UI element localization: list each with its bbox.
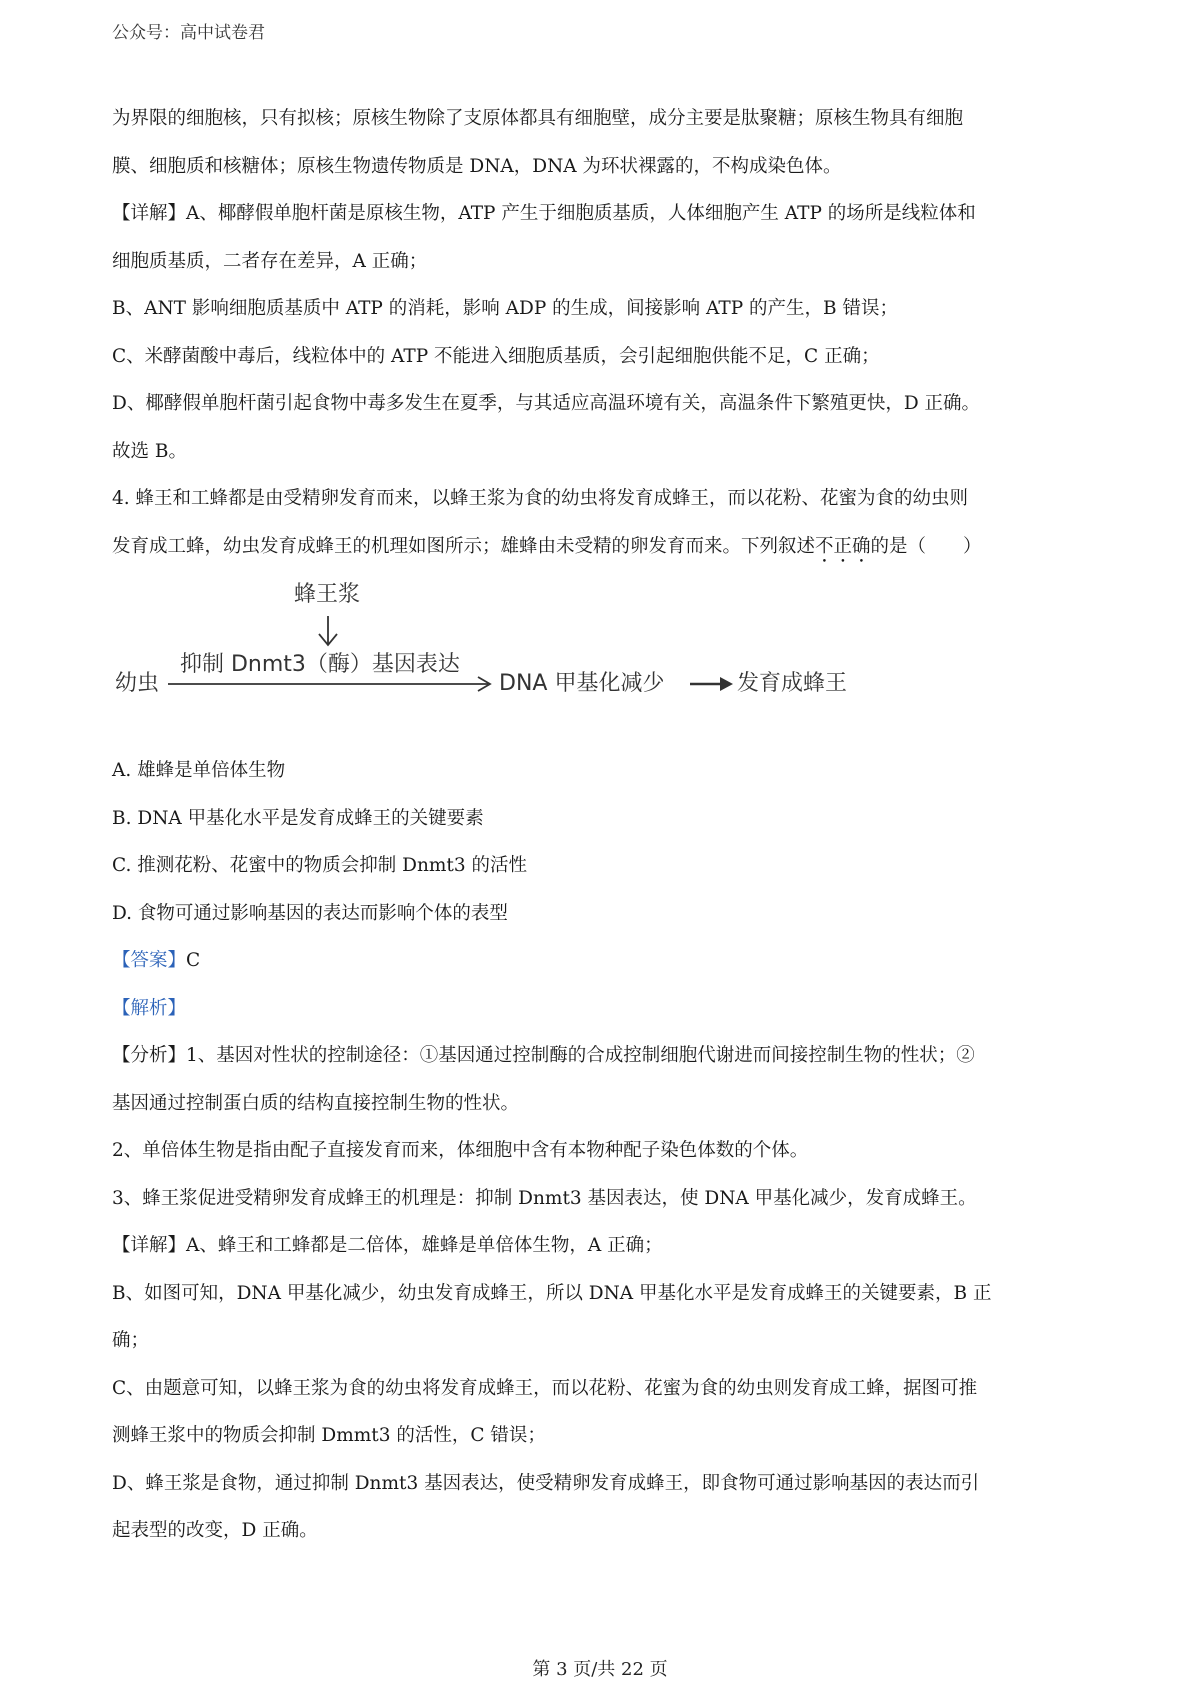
arrow-condition-label: 抑制 Dnmt3（酶）基因表达 bbox=[180, 652, 460, 677]
analysis-line: 【分析】1、基因对性状的控制途径：①基因通过控制酶的合成控制细胞代谢进而间接控制生物的性状；② bbox=[112, 1045, 975, 1066]
option-d: D. 食物可通过影响基因的表达而影响个体的表型 bbox=[112, 902, 508, 924]
option-b: B. DNA 甲基化水平是发育成蜂王的关键要素 bbox=[112, 807, 484, 829]
option-c: C. 推测花粉、花蜜中的物质会抑制 Dnmt3 的活性 bbox=[112, 855, 528, 876]
stem-text: 发育成工蜂，幼虫发育成蜂王的机理如图所示；雄蜂由未受精的卵发育而来。下列叙述 bbox=[112, 535, 816, 557]
text-line: 【详解】A、椰酵假单胞杆菌是原核生物，ATP 产生于细胞质基质，人体细胞产生 ATP 的场所是线粒体和 bbox=[112, 203, 976, 224]
text-line: C、米酵菌酸中毒后，线粒体中的 ATP 不能进入细胞质基质，会引起细胞供能不足，C 正确； bbox=[112, 345, 880, 367]
text-line: 细胞质基质，二者存在差异，A 正确； bbox=[112, 250, 428, 272]
answer-label: 【答案】 bbox=[112, 950, 187, 971]
text-line: 故选 B。 bbox=[112, 440, 187, 462]
text-line: B、ANT 影响细胞质基质中 ATP 的消耗，影响 ADP 的生成，间接影响 ATP 的产生，B 错误； bbox=[112, 298, 899, 319]
analysis-line: C、由题意可知，以蜂王浆为食的幼虫将发育成蜂王，而以花粉、花蜜为食的幼虫则发育成工蜂，据图可推 bbox=[112, 1377, 978, 1399]
answer-line bbox=[112, 937, 1100, 985]
option-a: A. 雄蜂是单倍体生物 bbox=[112, 760, 286, 781]
analysis-line: B、如图可知，DNA 甲基化减少，幼虫发育成蜂王，所以 DNA 甲基化水平是发育成蜂王的关键要素，B 正 bbox=[112, 1282, 992, 1304]
analysis-line: 2、单倍体生物是指由配子直接发育而来，体细胞中含有本物种配子染色体数的个体。 bbox=[112, 1140, 809, 1161]
analysis-line: 【详解】A、蜂王和工蜂都是二倍体，雄蜂是单倍体生物，A 正确； bbox=[112, 1235, 663, 1256]
analysis-line: 测蜂王浆中的物质会抑制 Dmmt3 的活性，C 错误； bbox=[112, 1425, 546, 1446]
result-label: 发育成蜂王 bbox=[737, 671, 848, 696]
larva-label: 幼虫 bbox=[115, 671, 160, 696]
analysis-line: D、蜂王浆是食物，通过抑制 Dnmt3 基因表达，使受精卵发育成蜂王，即食物可通过影响基因的表达而引 bbox=[112, 1472, 980, 1494]
page-header: 公众号：高中试卷君 bbox=[112, 23, 265, 43]
document-body bbox=[112, 95, 1100, 1555]
question-4-stem-cont bbox=[112, 523, 1100, 571]
royal-jelly-label: 蜂王浆 bbox=[294, 582, 361, 607]
text-line: D、椰酵假单胞杆菌引起食物中毒多发生在夏季，与其适应高温环境有关，高温条件下繁殖更快，D 正确。 bbox=[112, 393, 981, 414]
analysis-line: 3、蜂王浆促进受精卵发育成蜂王的机理是：抑制 Dnmt3 基因表达，使 DNA 甲基化减少，发育成蜂王。 bbox=[112, 1187, 977, 1209]
analysis-title: 【解析】 bbox=[112, 997, 187, 1019]
question-4-stem: 4. 蜂王和工蜂都是由受精卵发育而来，以蜂王浆为食的幼虫将发育成蜂王，而以花粉、花蜜为食的幼虫则 bbox=[112, 488, 969, 509]
mechanism-diagram bbox=[112, 570, 1100, 747]
stem-text: 的是（ ） bbox=[870, 535, 982, 557]
analysis-line: 起表型的改变，D 正确。 bbox=[112, 1520, 318, 1541]
text-line: 膜、细胞质和核糖体；原核生物遗传物质是 DNA，DNA 为环状裸露的，不构成染色体。 bbox=[112, 155, 842, 177]
short-arrow-head bbox=[720, 677, 733, 691]
text-line: 为界限的细胞核，只有拟核；原核生物除了支原体都具有细胞壁，成分主要是肽聚糖；原核生物具有细胞 bbox=[112, 108, 964, 129]
emphasis-text: 不正确 bbox=[815, 535, 871, 557]
analysis-line: 确； bbox=[112, 1330, 150, 1351]
methylation-label: DNA 甲基化减少 bbox=[499, 671, 665, 696]
page-number: 第 3 页/共 22 页 bbox=[532, 1659, 668, 1680]
analysis-line: 基因通过控制蛋白质的结构直接控制生物的性状。 bbox=[112, 1092, 520, 1114]
answer-value: C bbox=[186, 950, 201, 971]
